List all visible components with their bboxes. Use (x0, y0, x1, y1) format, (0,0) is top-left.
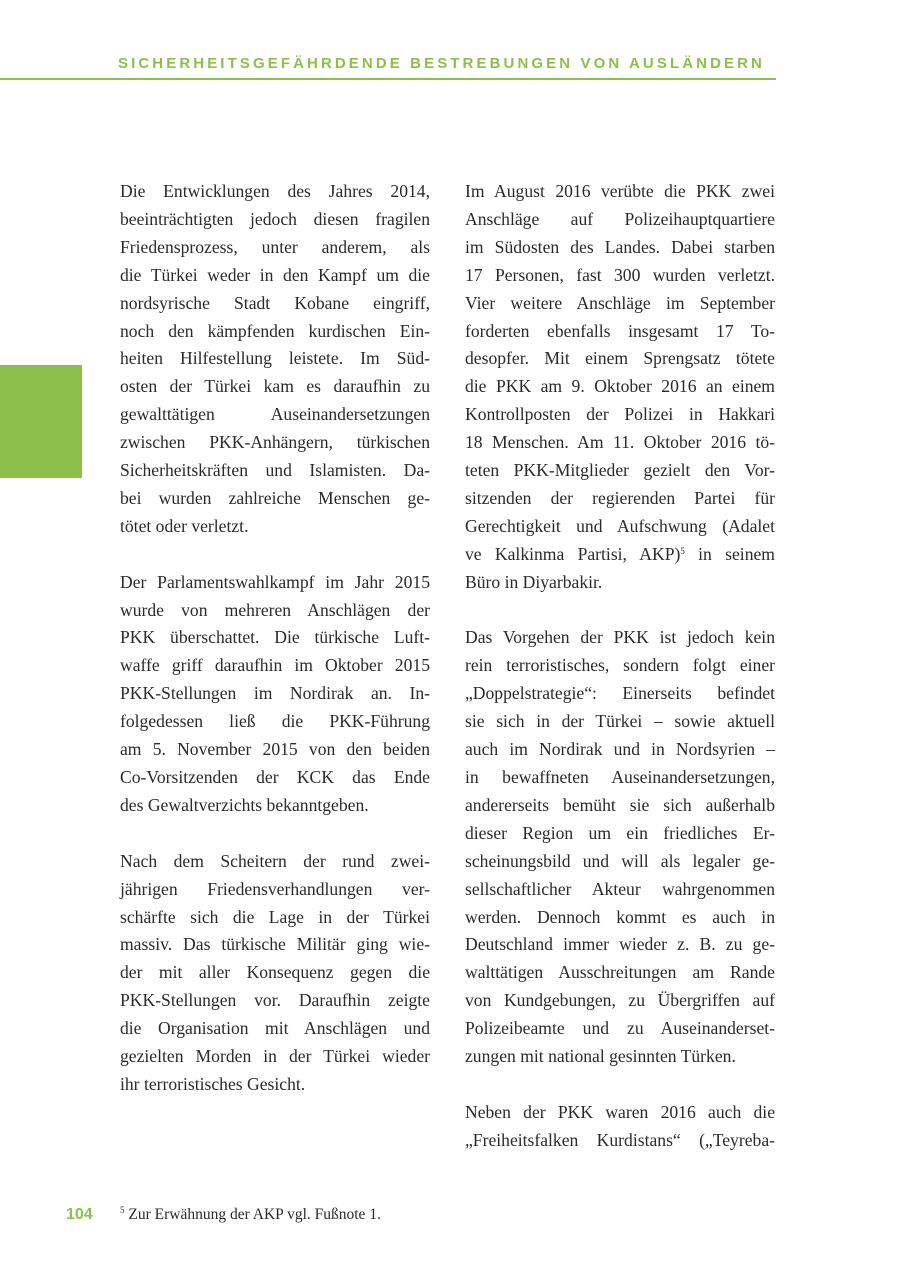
text-line: Deutschland immer wieder z. B. zu ge- (465, 934, 775, 955)
text-line: Anschläge auf Polizeihauptquartiere (465, 208, 775, 229)
text-line: sitzenden der regierenden Partei für (465, 487, 775, 508)
text-line (465, 541, 775, 569)
text-line: Co-Vorsitzenden der KCK das Ende (120, 767, 430, 788)
text-line: gewalttätigen Auseinandersetzungen (120, 404, 430, 425)
text-line: rein terroristisches, sondern folgt einer (465, 655, 775, 676)
text-line: die Türkei weder in den Kampf um die (120, 264, 430, 285)
text-line: beeinträchtigten jedoch diesen fragilen (120, 208, 430, 229)
right-paragraph-3 (465, 1099, 775, 1155)
text-line: folgedessen ließ die PKK-Führung (120, 711, 430, 732)
left-paragraph-1 (120, 178, 430, 541)
text-line: „Freiheitsfalken Kurdistans“ („Teyreba- (465, 1129, 775, 1150)
text-fragment: ve Kalkinma Partisi, AKP) (465, 543, 681, 564)
text-line: walttätigen Ausschreitungen am Rande (465, 962, 775, 983)
text-line: gezielten Morden in der Türkei wieder (120, 1046, 430, 1067)
right-paragraph-1-lines (465, 178, 775, 541)
footnote-text: Zur Erwähnung der AKP vgl. Fußnote 1. (124, 1206, 381, 1223)
text-line: PKK-Stellungen im Nordirak an. In- (120, 683, 430, 704)
header-rule (0, 78, 776, 80)
text-line: Friedensprozess, unter anderem, als (120, 236, 430, 257)
text-line: jährigen Friedensverhandlungen ver- (120, 878, 430, 899)
text-line: werden. Dennoch kommt es auch in (465, 906, 775, 927)
text-line: andererseits bemüht sie sich außerhalb (465, 794, 775, 815)
text-line: massiv. Das türkische Militär ging wie- (120, 934, 430, 955)
text-line: 17 Personen, fast 300 wurden verletzt. (465, 264, 775, 285)
text-fragment: in seinem (684, 543, 775, 564)
text-line: Gerechtigkeit und Aufschwung (Adalet (465, 515, 775, 536)
right-paragraph-2 (465, 624, 775, 1071)
text-line: Polizeibeamte und zu Auseinanderset- (465, 1018, 775, 1039)
text-line: heiten Hilfestellung leistete. Im Süd- (120, 348, 430, 369)
text-line: am 5. November 2015 von den beiden (120, 739, 430, 760)
text-line: in bewaffneten Auseinandersetzungen, (465, 767, 775, 788)
page-number: 104 (66, 1206, 93, 1223)
right-paragraph-1 (465, 178, 775, 597)
text-line: der mit aller Konsequenz gegen die (120, 962, 430, 983)
text-line: die PKK am 9. Oktober 2016 an einem (465, 376, 775, 397)
text-line: die Organisation mit Anschlägen und (120, 1018, 430, 1039)
text-line: osten der Türkei kam es daraufhin zu (120, 376, 430, 397)
text-line: auch im Nordirak und in Nordsyrien – (465, 739, 775, 760)
text-line: desopfer. Mit einem Sprengsatz tötete (465, 348, 775, 369)
text-line: 18 Menschen. Am 11. Oktober 2016 tö- (465, 432, 775, 453)
text-line: tötet oder verletzt. (120, 515, 249, 536)
text-line: schärfte sich die Lage in der Türkei (120, 906, 430, 927)
text-line: teten PKK-Mitglieder gezielt den Vor- (465, 460, 775, 481)
text-line: Sicherheitskräften und Islamisten. Da- (120, 460, 430, 481)
text-line: im Südosten des Landes. Dabei starben (465, 236, 775, 257)
text-line: des Gewaltverzichts bekanntgeben. (120, 794, 369, 815)
text-line: Nach dem Scheitern der rund zwei- (120, 850, 430, 871)
text-line: zwischen PKK-Anhängern, türkischen (120, 432, 430, 453)
left-column (120, 178, 430, 1127)
chapter-side-tab (0, 365, 82, 478)
text-line: dieser Region um ein friedliches Er- (465, 822, 775, 843)
footnote (120, 1206, 381, 1224)
text-line: Kontrollposten der Polizei in Hakkari (465, 404, 775, 425)
running-header: SICHERHEITSGEFÄHRDENDE BESTREBUNGEN VON AUSLÄNDERN (118, 55, 765, 72)
text-line: von Kundgebungen, zu Übergriffen auf (465, 990, 775, 1011)
text-line: Vier weitere Anschläge im September (465, 292, 775, 313)
text-line: Die Entwicklungen des Jahres 2014, (120, 181, 430, 201)
text-line: noch den kämpfenden kurdischen Ein- (120, 320, 430, 341)
text-line: Das Vorgehen der PKK ist jedoch kein (465, 627, 775, 648)
text-line: Büro in Diyarbakir. (465, 571, 603, 592)
footnote-mark: 5 (120, 1205, 125, 1215)
text-line: ihr terroristisches Gesicht. (120, 1073, 306, 1094)
right-column (465, 178, 775, 1183)
text-line: Im August 2016 verübte die PKK zwei (465, 181, 775, 201)
text-line: scheinungsbild und will als legaler ge- (465, 850, 775, 871)
text-line: sie sich in der Türkei – sowie aktuell (465, 711, 775, 732)
text-line: Neben der PKK waren 2016 auch die (465, 1101, 775, 1122)
text-line: wurde von mehreren Anschlägen der (120, 599, 430, 620)
left-paragraph-3 (120, 848, 430, 1099)
text-line: sellschaftlicher Akteur wahrgenommen (465, 878, 775, 899)
footnote-reference[interactable]: 5 (680, 545, 685, 556)
text-line: zungen mit national gesinnten Türken. (465, 1046, 736, 1067)
text-line: nordsyrische Stadt Kobane eingriff, (120, 292, 430, 313)
text-line: „Doppelstrategie“: Einerseits befindet (465, 683, 775, 704)
text-line: Der Parlamentswahlkampf im Jahr 2015 (120, 571, 430, 592)
left-paragraph-2 (120, 569, 430, 820)
text-line: forderten ebenfalls insgesamt 17 To- (465, 320, 775, 341)
text-line: waffe griff daraufhin im Oktober 2015 (120, 655, 430, 676)
text-line: PKK überschattet. Die türkische Luft- (120, 627, 430, 648)
text-line: bei wurden zahlreiche Menschen ge- (120, 487, 430, 508)
text-line: PKK-Stellungen vor. Daraufhin zeigte (120, 990, 430, 1011)
